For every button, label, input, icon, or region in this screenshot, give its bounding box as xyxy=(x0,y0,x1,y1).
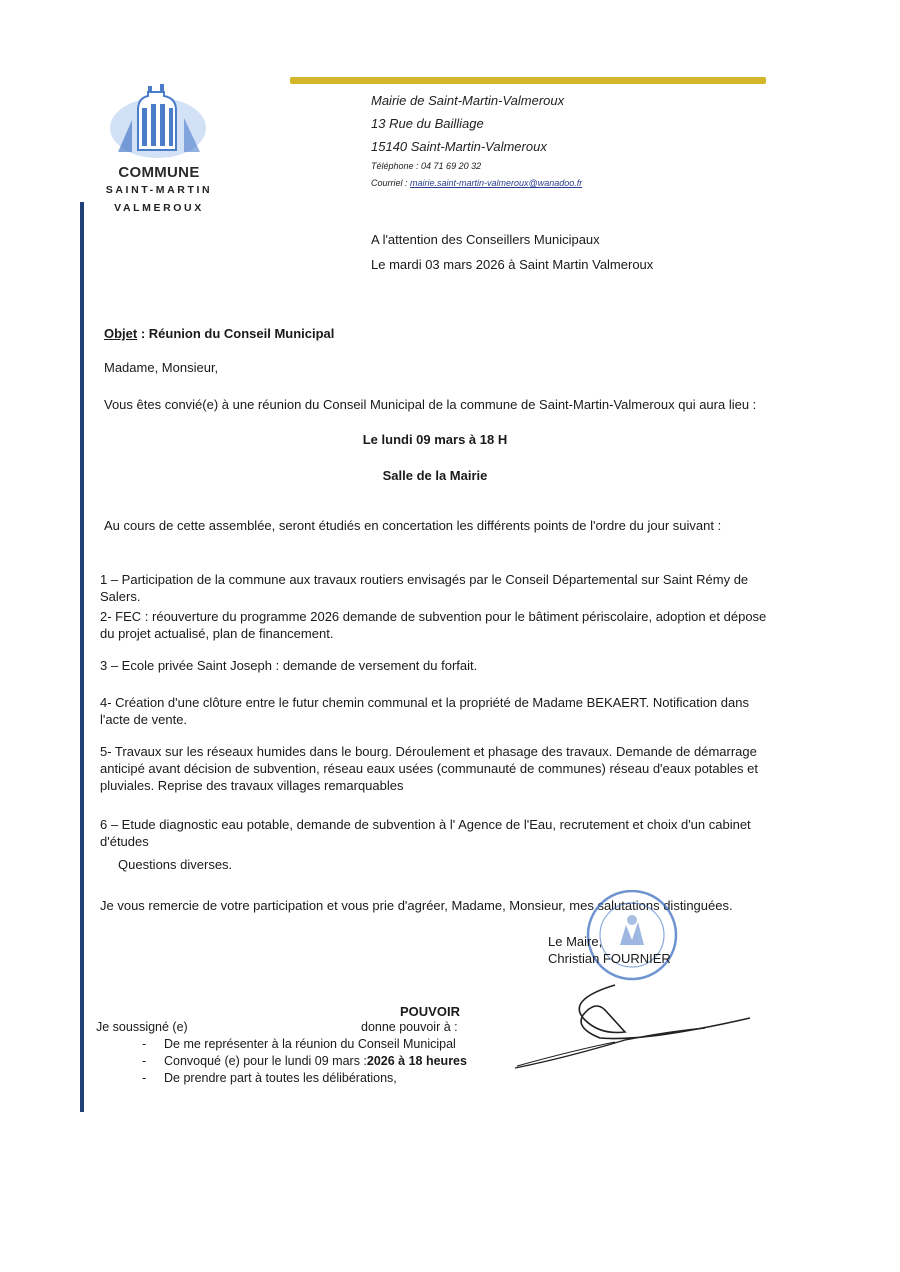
pouvoir-item-2 xyxy=(140,1053,467,1070)
town-hall-logo-icon xyxy=(108,80,218,160)
left-margin-bar xyxy=(80,202,84,1112)
sender-address xyxy=(371,89,582,192)
pouvoir-list xyxy=(140,1036,467,1087)
pouvoir-item-2-bold: 2026 à 18 heures xyxy=(366,1054,467,1068)
pouvoir-soussigne: Je soussigné (e) xyxy=(96,1020,188,1034)
signatory-name: Christian FOURNIER xyxy=(548,951,671,966)
email-label: Courriel : xyxy=(371,178,408,188)
email-link[interactable]: mairie.saint-martin-valmeroux@wanadoo.fr xyxy=(410,178,583,188)
agenda-item-5: 5- Travaux sur les réseaux humides dans le bourg. Déroulement et phasage des travaux. Demande de démarrage anticipé avant décision de subvention, réseau eaux usées (communauté de communes) réseau d'eaux potables et pluviales. Reprise des travaux villages remarquables xyxy=(100,744,758,793)
address-line1: Mairie de Saint-Martin-Valmeroux xyxy=(371,93,565,108)
agenda-item-4: 4- Création d'une clôture entre le futur chemin communal et la propriété de Madame BEKAERT. Notification dans l'acte de vente. xyxy=(100,695,749,727)
meeting-date: Le lundi 09 mars à 18 H xyxy=(362,432,508,447)
address-line3: 15140 Saint-Martin-Valmeroux xyxy=(371,139,547,154)
letter-subject xyxy=(104,325,334,342)
header-accent-bar xyxy=(290,77,766,84)
subject-label: Objet xyxy=(104,326,138,341)
pouvoir-title: POUVOIR xyxy=(400,1004,460,1019)
pouvoir-item-1: - De me représenter à la réunion du Conseil Municipal xyxy=(140,1036,467,1053)
agenda-item-2: 2- FEC : réouverture du programme 2026 demande de subvention pour le bâtiment périscolaire, adoption et dépose du projet actualisé, plan de financement. xyxy=(100,609,767,641)
address-phone: Téléphone : 04 71 69 20 32 xyxy=(371,161,482,171)
subject-text: : Réunion du Conseil Municipal xyxy=(137,326,335,341)
commune-logo xyxy=(100,80,230,220)
intro-paragraph: Vous êtes convié(e) à une réunion du Conseil Municipal de la commune de Saint-Martin-Valmeroux qui aura lieu : xyxy=(104,397,757,412)
recipient-line1: A l'attention des Conseillers Municipaux xyxy=(371,232,600,247)
questions-diverses: Questions diverses. xyxy=(118,857,233,872)
logo-name-line1: SAINT-MARTIN xyxy=(105,184,213,196)
recipient-line2: Le mardi 03 mars 2026 à Saint Martin Valmeroux xyxy=(371,257,654,272)
recipient-block xyxy=(371,227,653,277)
address-line2: 13 Rue du Bailliage xyxy=(371,116,484,131)
handwritten-signature-icon xyxy=(505,980,755,1080)
meeting-place: Salle de la Mairie xyxy=(382,468,488,483)
salutation: Madame, Monsieur, xyxy=(104,360,219,375)
pouvoir-item-3: - De prendre part à toutes les délibérations, xyxy=(140,1070,467,1087)
agenda-intro: Au cours de cette assemblée, seront étudiés en concertation les différents points de l'ordre du jour suivant : xyxy=(104,518,722,533)
signatory-title: Le Maire, xyxy=(548,934,603,949)
agenda-item-1: 1 – Participation de la commune aux travaux routiers envisagés par le Conseil Départemental sur Saint Rémy de Salers. xyxy=(100,572,749,604)
pouvoir-item-2-prefix: Convoqué (e) pour le lundi 09 mars : xyxy=(164,1054,367,1068)
agenda-item-3: 3 – Ecole privée Saint Joseph : demande de versement du forfait. xyxy=(100,658,478,673)
logo-name-line2: VALMEROUX xyxy=(114,202,204,214)
pouvoir-donne: donne pouvoir à : xyxy=(361,1020,458,1034)
logo-commune-label: COMMUNE xyxy=(118,164,200,181)
closing-paragraph: Je vous remercie de votre participation et vous prie d'agréer, Madame, Monsieur, mes salutations distinguées. xyxy=(100,898,733,913)
address-email-row xyxy=(371,175,582,192)
agenda-item-6: 6 – Etude diagnostic eau potable, demande de subvention à l' Agence de l'Eau, recrutement et choix d'un cabinet d'études xyxy=(100,817,751,849)
